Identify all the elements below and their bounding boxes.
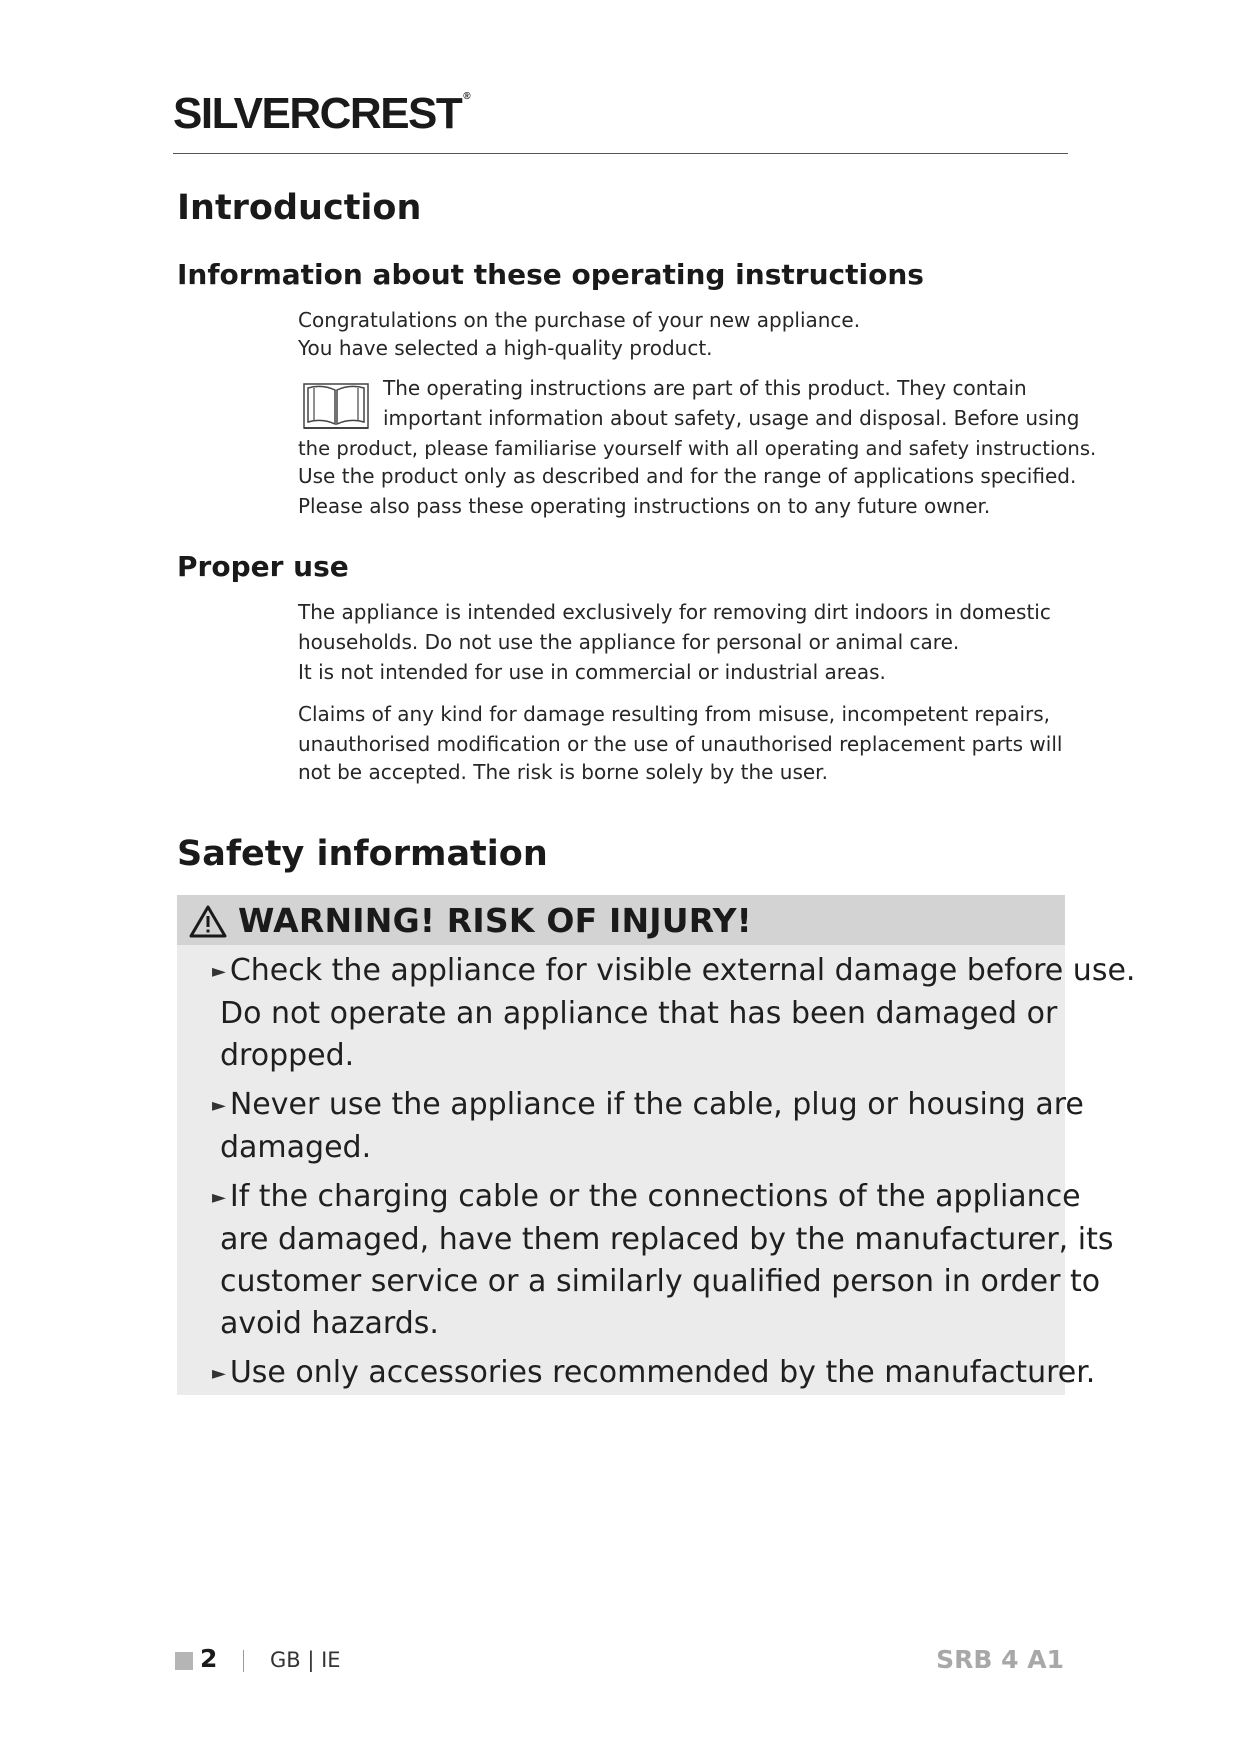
header-divider — [173, 153, 1068, 154]
footer-separator — [243, 1650, 244, 1672]
registered-mark: ® — [463, 91, 471, 102]
page-number: 2 — [200, 1644, 218, 1673]
info-section-heading: Information about these operating instructions — [177, 258, 924, 291]
info-line-4: important information about safety, usage and disposal. Before using — [383, 406, 1080, 430]
info-line-3: The operating instructions are part of this product. They contain — [383, 376, 1027, 400]
proper-use-line-1: The appliance is intended exclusively for removing dirt indoors in domestic — [298, 600, 1051, 624]
bullet-arrow-icon: ► — [212, 1363, 226, 1384]
footer-languages: GB | IE — [270, 1648, 341, 1672]
info-line-6: Use the product only as described and for the range of applications specified. — [298, 464, 1077, 488]
book-icon — [302, 380, 370, 432]
introduction-title: Introduction — [177, 188, 422, 228]
bullet-arrow-icon: ► — [212, 961, 226, 982]
proper-use-line-2: households. Do not use the appliance for personal or animal care. — [298, 630, 960, 654]
warning-item-2: ► Never use the appliance if the cable, plug or housing are damaged. — [212, 1087, 1084, 1165]
info-line-2: You have selected a high-quality product. — [298, 336, 713, 360]
footer-square-marker — [175, 1652, 193, 1670]
warning-item-1: ► Check the appliance for visible external damage before use. Do not operate an appliance that has been damaged or dropped. — [212, 953, 1136, 1073]
warning-triangle-icon — [189, 905, 227, 938]
warning-item-3: ► If the charging cable or the connections of the appliance are damaged, have them replaced by the manufacturer, its customer service or a similarly qualified person in order to avoid hazards. — [212, 1179, 1114, 1341]
bullet-arrow-icon: ► — [212, 1095, 226, 1116]
brand-logo — [173, 89, 471, 138]
liability-line-3: not be accepted. The risk is borne solely by the user. — [298, 760, 828, 784]
warning-title: WARNING! RISK OF INJURY! — [238, 901, 752, 940]
bullet-arrow-icon: ► — [212, 1187, 226, 1208]
footer-model: SRB 4 A1 — [936, 1645, 1064, 1674]
warning-item-4: ► Use only accessories recommended by the manufacturer. — [212, 1355, 1096, 1390]
proper-use-heading: Proper use — [177, 550, 349, 583]
safety-title: Safety information — [177, 834, 548, 874]
liability-line-1: Claims of any kind for damage resulting from misuse, incompetent repairs, — [298, 702, 1051, 726]
liability-line-2: unauthorised modification or the use of unauthorised replacement parts will — [298, 732, 1063, 756]
brand-name: SILVERCREST — [173, 89, 462, 138]
info-line-1: Congratulations on the purchase of your new appliance. — [298, 308, 861, 332]
info-line-5: the product, please familiarise yourself with all operating and safety instructions. — [298, 437, 1097, 460]
proper-use-line-3: It is not intended for use in commercial or industrial areas. — [298, 660, 886, 684]
info-line-7: Please also pass these operating instructions on to any future owner. — [298, 494, 991, 518]
